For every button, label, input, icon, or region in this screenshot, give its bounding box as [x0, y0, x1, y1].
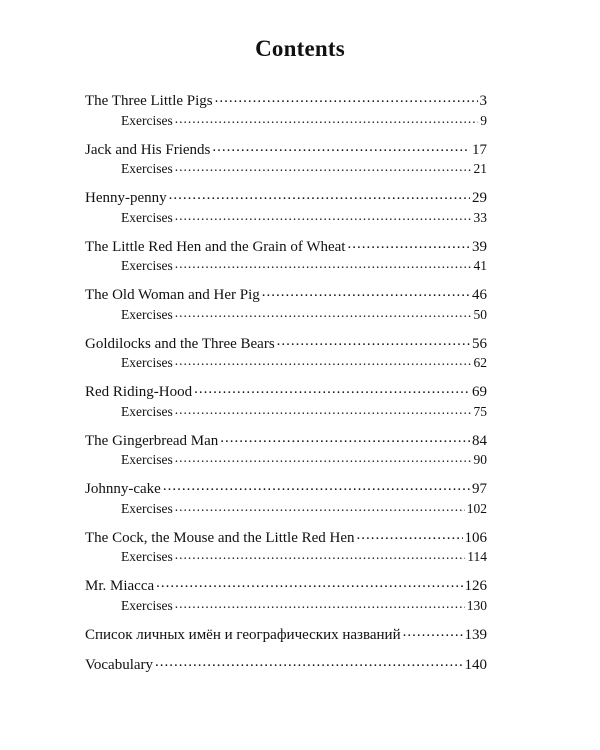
toc-subentry-page: 114 — [467, 549, 487, 564]
toc-entry[interactable] — [85, 236, 487, 257]
toc-subentry[interactable] — [85, 402, 487, 421]
toc-subentry[interactable] — [85, 548, 487, 567]
toc-subentry-title: Exercises — [121, 258, 173, 273]
toc-entry[interactable] — [85, 654, 487, 675]
toc-entry-page: 17 — [472, 141, 487, 158]
toc-entry-title: The Cock, the Mouse and the Little Red Hen — [85, 529, 355, 546]
toc-subentry-page: 21 — [473, 161, 487, 176]
dot-leader — [277, 333, 470, 348]
toc-entry[interactable] — [85, 430, 487, 451]
toc-entry[interactable] — [85, 139, 487, 160]
toc-entry-page: 69 — [472, 384, 487, 400]
toc-entry-title: Mr. Miacca — [85, 578, 155, 594]
toc-entry-page: 106 — [464, 529, 487, 546]
toc-entry[interactable] — [85, 333, 487, 354]
toc-subentry-title: Exercises — [121, 161, 173, 176]
toc-subentry[interactable] — [85, 257, 487, 276]
toc-entry-title: Goldilocks and the Three Bears — [85, 335, 275, 352]
toc-subentry-title: Exercises — [121, 306, 173, 322]
toc-entry-title: The Three Little Pigs — [85, 93, 213, 109]
dot-leader — [175, 596, 465, 610]
toc-subentry-title: Exercises — [121, 549, 173, 564]
toc-entry[interactable] — [85, 381, 487, 402]
toc-subentry-title: Exercises — [121, 403, 173, 419]
toc-entry-title: Red Riding-Hood — [85, 384, 193, 400]
dot-leader — [175, 451, 472, 465]
toc-entry[interactable] — [85, 187, 487, 208]
toc-subentry[interactable] — [85, 596, 487, 615]
toc-subentry-title: Exercises — [121, 597, 173, 613]
toc-subentry-page: 62 — [473, 355, 487, 370]
toc-subentry-title: Exercises — [121, 355, 173, 370]
toc-entry-title: The Old Woman and Her Pig — [85, 287, 260, 303]
toc-entry-page: 56 — [472, 335, 487, 352]
dot-leader — [220, 430, 470, 445]
dot-leader — [175, 402, 472, 416]
dot-leader — [175, 305, 472, 319]
toc-entry[interactable] — [85, 284, 487, 305]
toc-subentry-title: Exercises — [121, 112, 173, 128]
toc-entry-title: The Gingerbread Man — [85, 432, 219, 449]
toc-entry[interactable] — [85, 575, 487, 596]
toc-entry-page: 84 — [472, 432, 487, 449]
toc-entry-page: 39 — [472, 238, 487, 255]
dot-leader — [357, 527, 463, 542]
dot-leader — [175, 499, 465, 513]
toc-entry-title: The Little Red Hen and the Grain of Wheat — [85, 238, 346, 255]
toc-entry-page: 29 — [472, 190, 487, 206]
dot-leader — [347, 236, 470, 251]
toc-entry[interactable] — [85, 527, 487, 548]
table-of-contents — [85, 90, 487, 675]
toc-subentry-page: 50 — [473, 306, 487, 322]
dot-leader — [212, 139, 470, 154]
dot-leader — [262, 284, 470, 299]
dot-leader — [175, 208, 472, 222]
toc-subentry[interactable] — [85, 354, 487, 373]
toc-subentry-title: Exercises — [121, 500, 173, 516]
dot-leader — [175, 160, 472, 174]
dot-leader — [194, 381, 470, 396]
toc-subentry[interactable] — [85, 499, 487, 518]
toc-entry-title: Vocabulary — [85, 656, 154, 673]
toc-subentry-page: 9 — [480, 112, 487, 128]
toc-entry-title: Henny-penny — [85, 190, 167, 206]
toc-subentry-page: 130 — [466, 597, 487, 613]
toc-subentry-page: 75 — [473, 403, 487, 419]
toc-entry-title: Jack and His Friends — [85, 141, 211, 158]
toc-entry-page: 97 — [472, 481, 487, 497]
dot-leader — [175, 111, 479, 125]
dot-leader — [163, 478, 470, 493]
toc-entry-page: 3 — [479, 93, 487, 109]
dot-leader — [169, 187, 470, 202]
toc-entry[interactable] — [85, 90, 487, 111]
dot-leader — [156, 575, 462, 590]
toc-subentry[interactable] — [85, 451, 487, 470]
toc-subentry[interactable] — [85, 305, 487, 324]
toc-entry-title: Список личных имён и географических названий — [85, 626, 401, 643]
toc-subentry-page: 33 — [473, 209, 487, 225]
dot-leader — [175, 354, 472, 368]
toc-subentry-page: 102 — [466, 500, 487, 516]
dot-leader — [155, 654, 462, 669]
toc-entry[interactable] — [85, 624, 487, 645]
toc-subentry-page: 41 — [473, 258, 487, 273]
toc-entry-page: 139 — [464, 626, 487, 643]
toc-subentry-title: Exercises — [121, 452, 173, 467]
toc-subentry-page: 90 — [473, 452, 487, 467]
toc-subentry[interactable] — [85, 208, 487, 227]
toc-entry-page: 46 — [472, 287, 487, 303]
dot-leader — [175, 548, 466, 562]
dot-leader — [175, 257, 472, 271]
dot-leader — [215, 90, 478, 105]
toc-subentry[interactable] — [85, 160, 487, 179]
page-title: Contents — [255, 36, 345, 61]
toc-subentry[interactable] — [85, 111, 487, 130]
toc-subentry-title: Exercises — [121, 209, 173, 225]
dot-leader — [403, 624, 463, 639]
toc-entry-page: 126 — [464, 578, 487, 594]
toc-entry-title: Johnny-cake — [85, 481, 161, 497]
toc-entry-page: 140 — [464, 656, 487, 673]
toc-entry[interactable] — [85, 478, 487, 499]
